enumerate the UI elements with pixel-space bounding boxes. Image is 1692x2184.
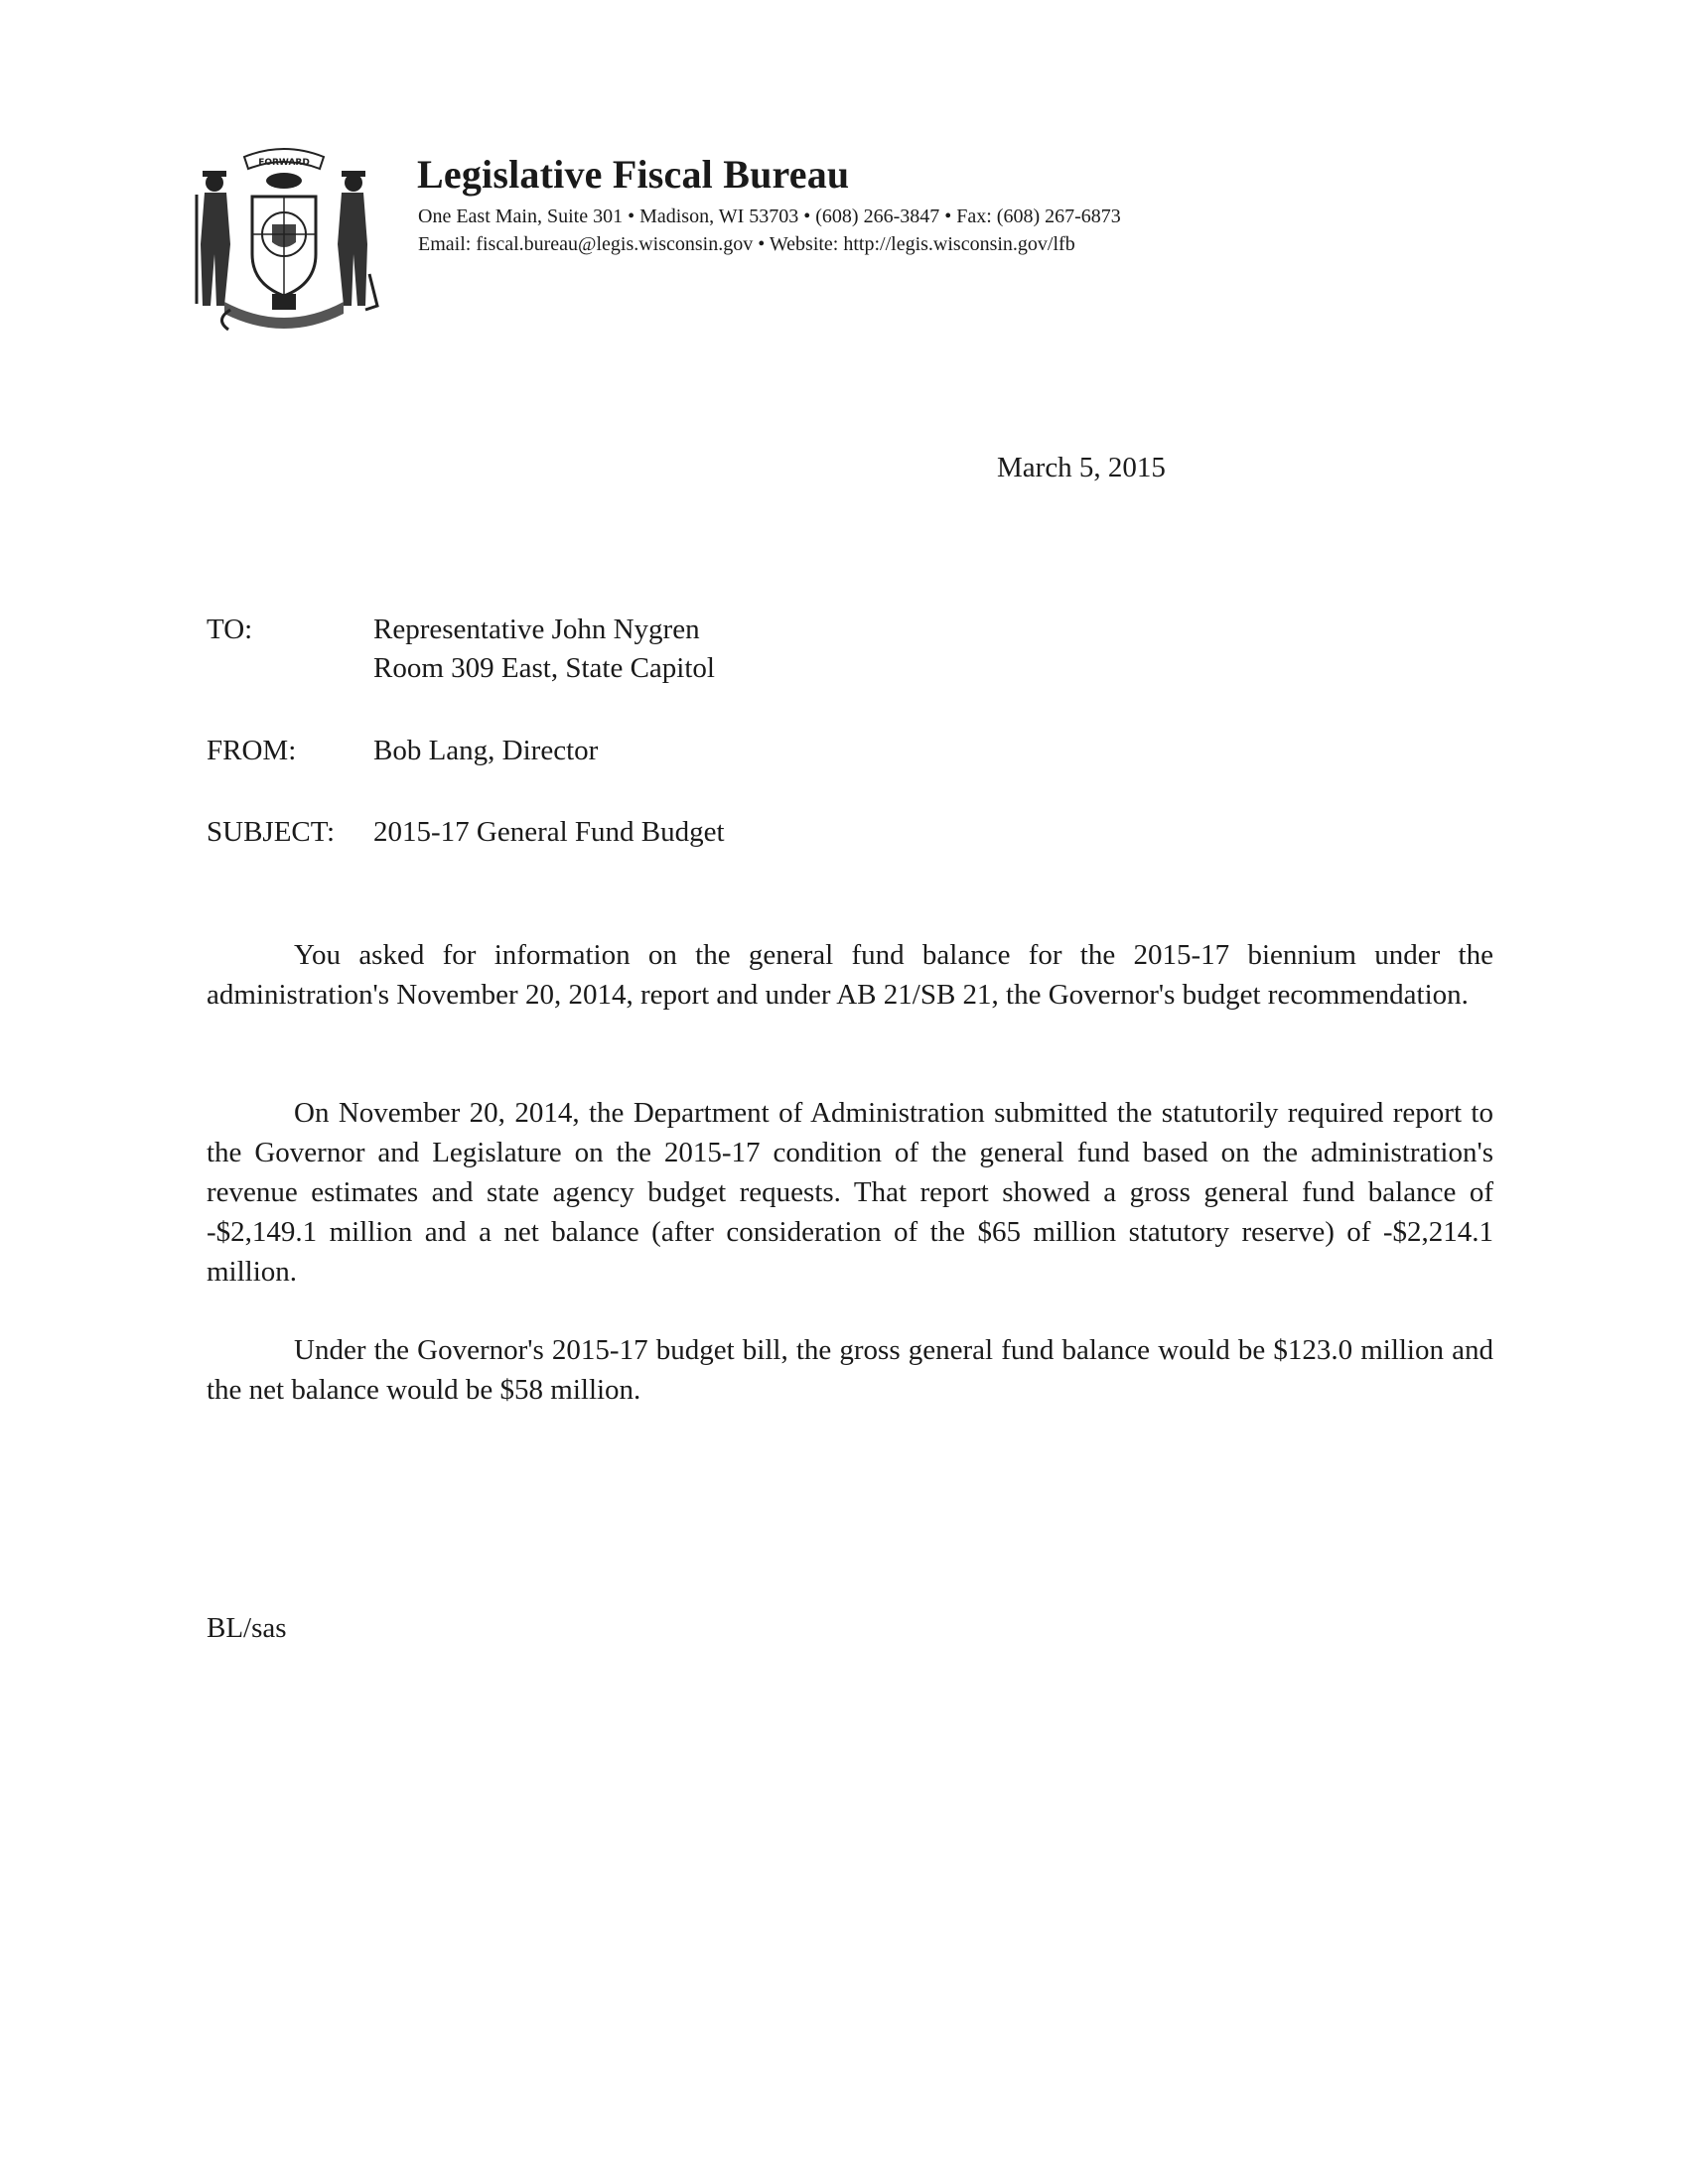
seal-icon (185, 135, 383, 334)
seal-ribbon-text: FORWARD (258, 158, 310, 168)
to-label: TO: (207, 614, 253, 645)
subject-label: SUBJECT: (207, 816, 336, 848)
email-website-line: Email: fiscal.bureau@legis.wisconsin.gov • Website: http://legis.wisconsin.gov/lfb (418, 233, 1075, 255)
memo-date: March 5, 2015 (997, 452, 1166, 483)
to-recipient-address: Room 309 East, State Capitol (373, 652, 715, 684)
typist-initials: BL/sas (207, 1612, 287, 1644)
organization-name: Legislative Fiscal Bureau (417, 152, 850, 197)
body-paragraph: On November 20, 2014, the Department of Administration submitted the statutorily required report to the Governor and Legislature on the 2015-17 condition of the general fund based on the administration's revenue estimates and state agency budget requests. That report showed a gross general fund balance of -$2,149.1 million and a net balance (after consideration of the $65 million statutory reserve) of -$2,214.1 million. (207, 1097, 1493, 1288)
body-paragraph: Under the Governor's 2015-17 budget bill, the gross general fund balance would be $123.0 million and the net balance would be $58 million. (207, 1334, 1493, 1406)
address-line: One East Main, Suite 301 • Madison, WI 53703 • (608) 266-3847 • Fax: (608) 267-6873 (418, 205, 1121, 227)
body-paragraph: You asked for information on the general fund balance for the 2015-17 biennium under the administration's November 20, 2014, report and under AB 21/SB 21, the Governor's budget recommendation. (207, 939, 1493, 1011)
from-sender: Bob Lang, Director (373, 735, 599, 766)
from-label: FROM: (207, 735, 297, 766)
to-recipient: Representative John Nygren (373, 614, 700, 645)
subject-text: 2015-17 General Fund Budget (373, 816, 725, 848)
wisconsin-state-seal-logo (185, 135, 383, 334)
